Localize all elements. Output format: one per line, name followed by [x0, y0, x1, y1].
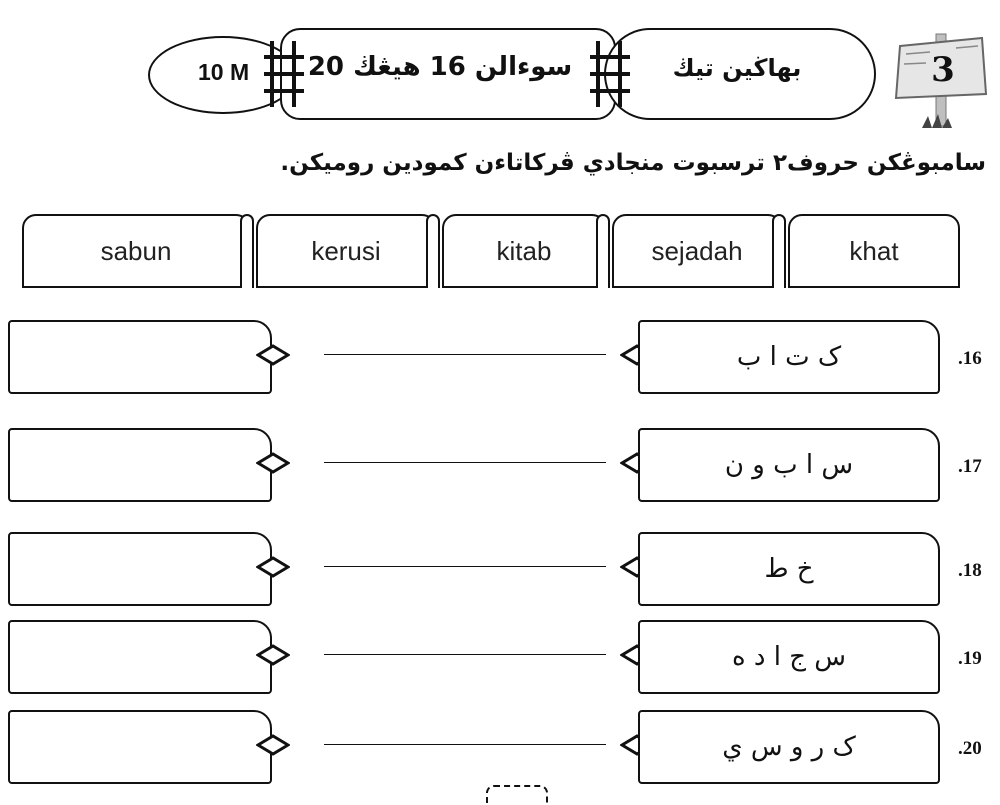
diamond-connector-icon	[256, 556, 290, 578]
page-tab	[486, 785, 548, 805]
question-row	[0, 710, 1000, 784]
jawi-letters: خ ط	[638, 532, 940, 606]
matching-line	[324, 566, 606, 567]
instruction-text: سامبوڠكن حروف٢ ترسبوت منجادي ڤركاتاءن كمودين روميكن.	[280, 150, 986, 176]
question-row	[0, 320, 1000, 394]
jawi-letters: س ا ب و ن	[638, 428, 940, 502]
matching-line	[324, 654, 606, 655]
section-number: 3	[931, 50, 955, 90]
answer-box[interactable]	[8, 532, 272, 606]
answer-box[interactable]	[8, 710, 272, 784]
question-row	[0, 532, 1000, 606]
diamond-connector-icon	[256, 734, 290, 756]
diamond-connector-icon	[256, 644, 290, 666]
word-bank-item: kerusi	[256, 214, 436, 288]
question-number: .20	[958, 738, 982, 759]
matching-line	[324, 354, 606, 355]
question-row	[0, 620, 1000, 694]
jawi-letters: ک ت ا ب	[638, 320, 940, 394]
jawi-letters: س ج ا د ه	[638, 620, 940, 694]
question-number: .19	[958, 648, 982, 669]
answer-box[interactable]	[8, 620, 272, 694]
word-bank-divider	[772, 214, 786, 288]
answer-box[interactable]	[8, 428, 272, 502]
word-bank-divider	[426, 214, 440, 288]
matching-line	[324, 744, 606, 745]
question-number: .16	[958, 348, 982, 369]
word-bank	[22, 214, 960, 288]
question-row	[0, 428, 1000, 502]
word-bank-item: sabun	[22, 214, 250, 288]
answer-box[interactable]	[8, 320, 272, 394]
diamond-connector-icon	[256, 344, 290, 366]
word-bank-divider	[596, 214, 610, 288]
word-bank-item: kitab	[442, 214, 606, 288]
matching-line	[324, 462, 606, 463]
marks-label: 10 M	[198, 59, 250, 85]
diamond-connector-icon	[256, 452, 290, 474]
question-range: سوءالن 16 هيڠڬ 20	[307, 52, 573, 82]
question-number: .18	[958, 560, 982, 581]
question-number: .17	[958, 456, 982, 477]
word-bank-item: khat	[788, 214, 960, 288]
word-bank-divider	[240, 214, 254, 288]
part-title: بهاڬين تيڬ	[672, 54, 802, 82]
ladder-connector-right	[590, 41, 630, 107]
jawi-letters: ک ر و س ي	[638, 710, 940, 784]
ladder-connector-left	[264, 41, 304, 107]
word-bank-item: sejadah	[612, 214, 782, 288]
